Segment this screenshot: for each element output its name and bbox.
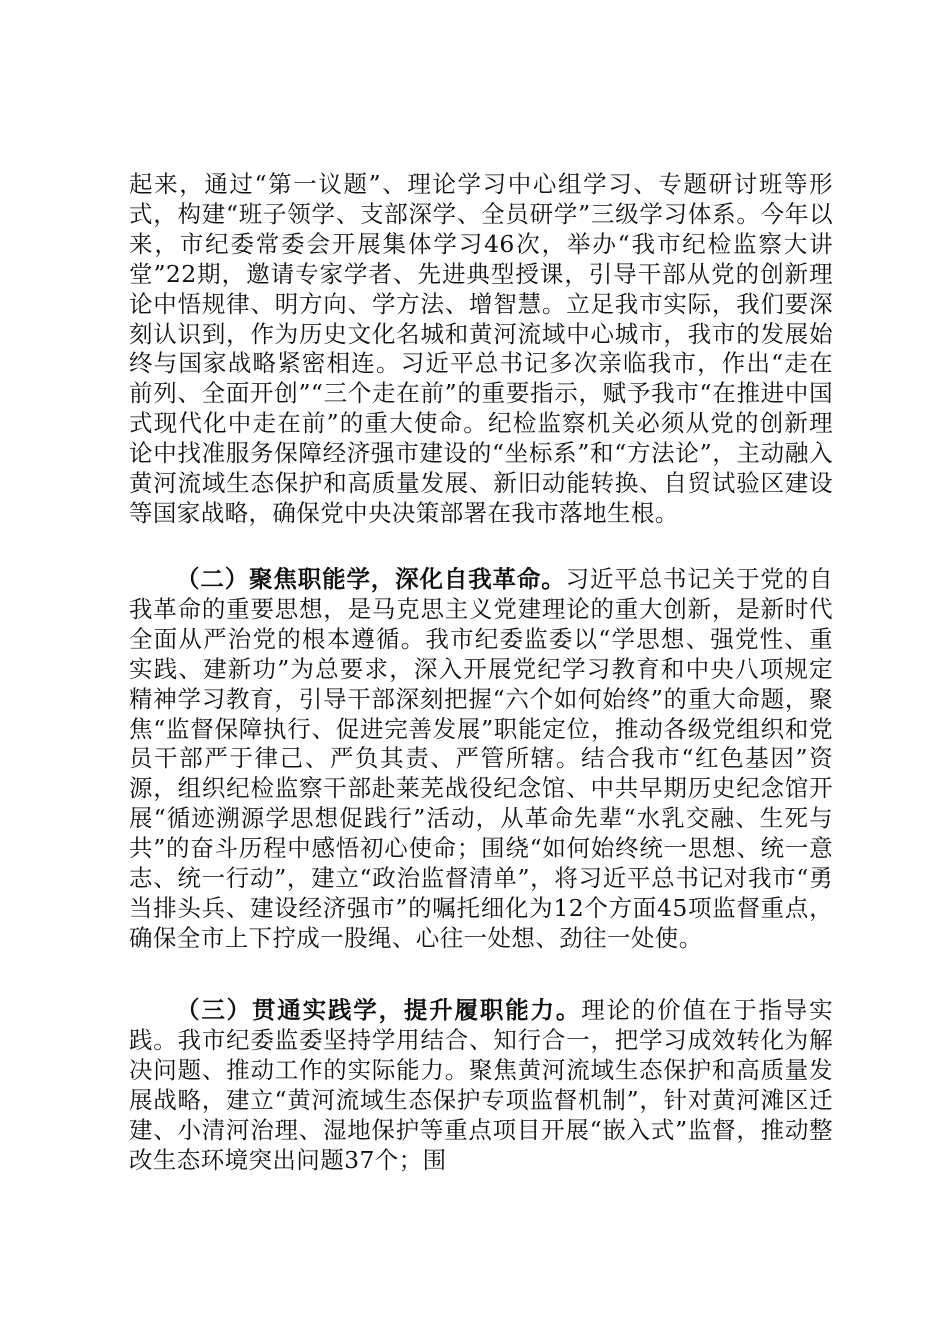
paragraph-1: 起来，通过“第一议题”、理论学习中心组学习、专题研讨班等形式，构建“班子领学、支部深学、全员研学”三级学习体系。今年以来，市纪委常委会开展集体学习46次，举办“我市纪检监察大讲堂”22期，邀请专家学者、先进典型授课，引导干部从党的创新理论中悟规律、明方向、学方法、增智慧。立足我市实际，我们要深刻认识到，作为历史文化名城和黄河流域中心城市，我市的发展始终与国家战略紧密相连。习近平总书记多次亲临我市，作出“走在前列、全面开创”“三个走在前”的重要指示，赋予我市“在推进中国式现代化中走在前”的重大使命。纪检监察机关必须从党的创新理论中找准服务保障经济强市建设的“坐标系”和“方法论”，主动融入黄河流域生态保护和高质量发展、新旧动能转换、自贸试验区建设等国家战略，确保党中央决策部署在我市落地生根。: [129, 170, 833, 527]
section-2-body: 习近平总书记关于党的自我革命的重要思想，是马克思主义党建理论的重大创新，是新时代全面从严治党的根本遵循。我市纪委监委以“学思想、强党性、重实践、建新功”为总要求，深入开展党纪学习教育和中央八项规定精神学习教育，引导干部深刻把握“六个如何始终”的重大命题，聚焦“监督保障执行、促进完善发展”职能定位，推动各级党组织和党员干部严于律己、严负其责、严管所辖。结合我市“红色基因”资源，组织纪检监察干部赴莱芜战役纪念馆、中共早期历史纪念馆开展“循迹溯源学思想促践行”活动，从革命先辈“水乳交融、生死与共”的奋斗历程中感悟初心使命；围绕“如何始终统一思想、统一意志、统一行动”，建立“政治监督清单”，将习近平总书记对我市“勇当排头兵、建设经济强市”的嘱托细化为12个方面45项监督重点，确保全市上下拧成一股绳、心往一处想、劲往一处使。: [129, 565, 833, 952]
section-3-body: 理论的价值在于指导实践。我市纪委监委坚持学用结合、知行合一，把学习成效转化为解决问题、推动工作的实际能力。聚焦黄河流域生态保护和高质量发展战略，建立“黄河流域生态保护专项监督机制”，针对黄河滩区迁建、小清河治理、湿地保护等重点项目开展“嵌入式”监督，推动整改生态环境突出问题37个；围: [129, 996, 834, 1174]
section-2-heading: （二）聚焦职能学，深化自我革命。: [176, 565, 566, 593]
section-3-heading: （三）贯通实践学，提升履职能力。: [176, 996, 582, 1024]
section-2-paragraph: [129, 565, 833, 954]
section-3-paragraph: [129, 996, 833, 1175]
